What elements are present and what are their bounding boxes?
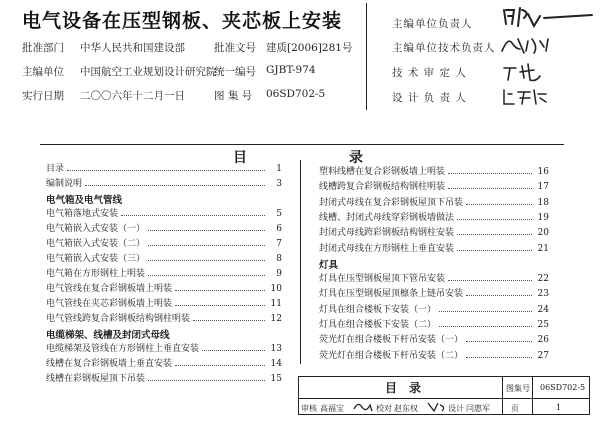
toc-entry-title: 封闭式母线跨彩钢板结构钢柱安装: [319, 228, 455, 239]
toc-entry[interactable]: [319, 301, 549, 315]
toc-entry-title: 线槽在复合彩钢板墙上垂直安装: [46, 359, 173, 369]
toc-entry[interactable]: [319, 224, 549, 238]
toc-heading-left: 目: [233, 150, 247, 166]
sheet-title: 目 录: [385, 381, 422, 395]
toc-entry[interactable]: [46, 220, 282, 234]
date-value: 二〇〇六年十二月一日: [80, 90, 185, 102]
approve-doc-value: 建质[2006]281号: [266, 42, 353, 54]
editor-label: 主编单位: [22, 66, 64, 78]
toc-entry[interactable]: [46, 310, 282, 324]
toc-leader-dots: [175, 305, 265, 306]
toc-entry-page: 9: [276, 269, 282, 279]
title-block-divider-1: [502, 376, 503, 415]
toc-entry-title: 电气箱落地式安装: [46, 209, 119, 219]
toc-entry-page: 11: [270, 299, 282, 309]
toc-section-heading: 电缆梯架、线槽及封闭式母线: [46, 330, 170, 341]
approve-dept-label: 批准部门: [22, 42, 64, 54]
toc-leader-dots: [148, 380, 265, 381]
editor-value: 中国航空工业规划设计研究院: [80, 66, 217, 78]
toc-leader-dots: [67, 170, 265, 171]
toc-entry-title: 封闭式母线在复合彩钢板屋顶下吊装: [319, 197, 464, 208]
toc-entry[interactable]: [319, 270, 549, 284]
toc-entry-page: 6: [276, 224, 282, 234]
toc-entry-page: 17: [537, 182, 549, 193]
toc-entry-title: 灯具在压型钢板屋顶下管吊安装: [319, 274, 446, 285]
toc-heading-right: 录: [349, 150, 363, 166]
toc-entry-page: 18: [537, 197, 549, 208]
toc-entry[interactable]: [319, 285, 549, 299]
toc-entry-page: 16: [537, 167, 549, 177]
toc-leader-dots: [175, 290, 265, 291]
toc-entry[interactable]: [319, 209, 549, 223]
toc-leader-dots: [466, 204, 532, 205]
toc-entry-page: 20: [537, 228, 549, 239]
toc-entry[interactable]: [46, 280, 282, 294]
toc-entry-title: 电气箱嵌入式安装（三）: [46, 254, 146, 264]
toc-entry-title: 灯具在组合楼板下安装（二）: [319, 320, 437, 330]
toc-leader-dots: [448, 173, 532, 174]
toc-entry[interactable]: [46, 160, 282, 174]
toc-leader-dots: [148, 275, 265, 276]
unified-no-label: 统一编号: [214, 66, 256, 78]
toc-entry-title: 荧光灯在组合楼板下杆吊安装（一）: [319, 335, 464, 346]
toc-leader-dots: [439, 311, 532, 312]
toc-leader-dots: [466, 357, 532, 358]
toc-leader-dots: [466, 341, 532, 342]
toc-entry-title: 封闭式母线在方形钢柱上垂直安装: [319, 243, 455, 254]
toc-entry-page: 13: [270, 344, 282, 354]
toc-entry[interactable]: [46, 355, 282, 369]
toc-entry-page: 19: [537, 212, 549, 223]
toc-entry-page: 3: [276, 179, 282, 189]
check-name: 赵东权: [394, 404, 418, 413]
review-label: 审核: [301, 404, 317, 413]
toc-leader-dots: [448, 280, 532, 281]
page-label: 页: [511, 404, 519, 413]
toc-leader-dots: [193, 320, 265, 321]
toc-leader-dots: [175, 365, 265, 366]
toc-section-heading: 灯具: [319, 259, 339, 271]
toc-leader-dots: [439, 326, 532, 327]
page-value: 1: [556, 403, 562, 412]
toc-leader-dots: [457, 250, 532, 251]
toc-entry[interactable]: [319, 178, 549, 192]
toc-leader-dots: [148, 245, 265, 246]
responsible-editor-head: 主编单位负责人: [392, 18, 473, 30]
toc-entry-title: 荧光灯在组合楼板下杆吊安装（二）: [319, 350, 464, 361]
toc-entry-page: 10: [270, 284, 282, 294]
toc-entry-title: 电气箱嵌入式安装（一）: [46, 224, 146, 234]
toc-entry-page: 7: [276, 239, 282, 249]
toc-entry[interactable]: [319, 194, 549, 208]
toc-entry-page: 22: [537, 274, 549, 285]
toc-entry-title: 线槽在彩钢板屋顶下吊装: [46, 374, 146, 384]
toc-entry-title: 塑料线槽在复合彩钢板墙上明装: [319, 167, 446, 177]
toc-entry-title: 编制说明: [46, 179, 83, 189]
toc-entry-page: 23: [537, 289, 549, 300]
toc-top-rule: [40, 144, 564, 145]
check-signature: [426, 399, 448, 413]
toc-entry[interactable]: [319, 163, 549, 177]
toc-entry[interactable]: [46, 175, 282, 189]
review-name: 高福宝: [320, 404, 344, 413]
toc-entry-title: 线槽、封闭式母线穿彩钢板墙做法: [319, 212, 455, 223]
toc-leader-dots: [148, 260, 265, 261]
design-name: 闫惠军: [466, 404, 490, 413]
toc-entry[interactable]: [46, 205, 282, 219]
title-block-divider-2: [532, 376, 533, 415]
header-divider: [366, 3, 367, 110]
toc-leader-dots: [121, 215, 265, 216]
toc-leader-dots: [202, 350, 265, 351]
signature-2: [498, 33, 558, 55]
toc-entry-title: 目录: [46, 164, 65, 174]
toc-entry-page: 1: [276, 164, 282, 174]
review-signature: [352, 399, 374, 413]
toc-entry-title: 灯具在组合楼板下安装（一）: [319, 304, 437, 315]
toc-entry-page: 8: [276, 254, 282, 264]
toc-entry-title: 电气箱在方形钢柱上明装: [46, 269, 146, 279]
check-label: 校对: [376, 404, 392, 413]
toc-entry-page: 5: [276, 209, 282, 219]
date-label: 实行日期: [22, 90, 64, 102]
responsible-tech-reviewer: 技 术 审 定 人: [392, 67, 467, 79]
toc-entry-page: 25: [537, 320, 549, 330]
toc-entry-page: 14: [270, 359, 282, 369]
toc-column-divider: [300, 160, 301, 364]
signature-3: [500, 60, 546, 84]
responsible-design-head: 设 计 负 责 人: [392, 92, 467, 104]
toc-leader-dots: [466, 295, 532, 296]
toc-leader-dots: [148, 230, 265, 231]
toc-entry[interactable]: [319, 316, 549, 330]
toc-entry[interactable]: [319, 240, 549, 254]
unified-no-value: GJBT-974: [266, 64, 316, 76]
atlas-label: 图集号: [506, 384, 530, 393]
toc-entry-title: 电气箱嵌入式安装（二）: [46, 239, 146, 249]
toc-entry-title: 电气管线在夹芯彩钢板墙上明装: [46, 299, 173, 309]
toc-entry-title: 电气管线在复合彩钢板墙上明装: [46, 284, 173, 294]
atlas-no-value: 06SD702-5: [266, 88, 326, 100]
toc-leader-dots: [457, 234, 532, 235]
toc-entry-title: 线槽跨复合彩钢板结构钢柱明装: [319, 182, 446, 193]
toc-entry-title: 电气管线跨复合彩钢板结构钢柱明装: [46, 314, 191, 324]
toc-entry-page: 12: [270, 314, 282, 324]
toc-leader-dots: [85, 185, 265, 186]
toc-entry[interactable]: [46, 265, 282, 279]
toc-section-heading: 电气箱及电气管线: [46, 195, 123, 206]
document-title: 电气设备在压型钢板、夹芯板上安装: [22, 10, 343, 32]
signature-1: [500, 4, 595, 30]
toc-entry-page: 15: [270, 374, 282, 384]
toc-entry-page: 24: [537, 304, 549, 315]
atlas-no-label: 图 集 号: [214, 90, 253, 102]
toc-entry-page: 21: [537, 243, 549, 254]
toc-entry-page: 26: [537, 335, 549, 346]
toc-entry[interactable]: [319, 331, 549, 345]
approve-dept-value: 中华人民共和国建设部: [80, 42, 185, 54]
atlas-value: 06SD702-5: [540, 383, 586, 392]
toc-entry-page: 27: [537, 350, 549, 361]
toc-entry-title: 灯具在压型钢板屋顶檩条上链吊安装: [319, 289, 464, 300]
toc-entry-title: 电缆梯架及管线在方形钢柱上垂直安装: [46, 344, 200, 354]
responsible-tech-head: 主编单位技术负责人: [392, 42, 496, 54]
toc-entry[interactable]: [46, 370, 282, 384]
toc-leader-dots: [448, 188, 532, 189]
toc-entry[interactable]: [46, 250, 282, 264]
toc-entry[interactable]: [46, 235, 282, 249]
signature-4: [500, 86, 550, 108]
toc-entry[interactable]: [319, 347, 549, 361]
toc-leader-dots: [457, 219, 532, 220]
toc-entry[interactable]: [46, 295, 282, 309]
toc-entry[interactable]: [46, 340, 282, 354]
design-label: 设计: [448, 404, 464, 413]
approve-doc-label: 批准文号: [214, 42, 256, 54]
